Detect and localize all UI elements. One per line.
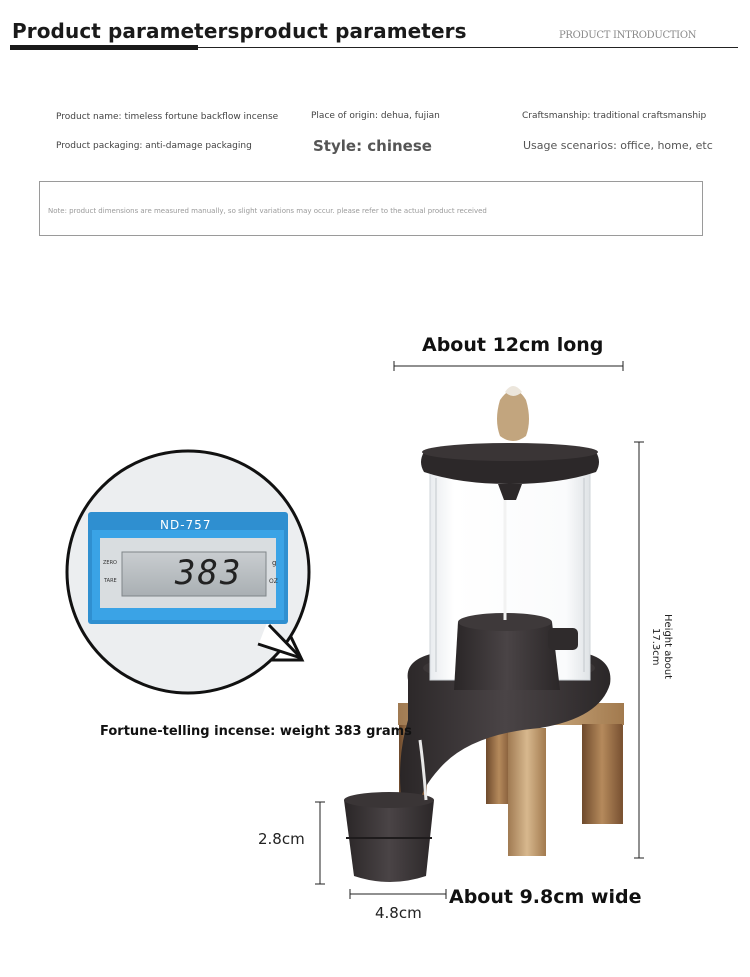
cup-height-dimension-line [315, 802, 325, 884]
scale-brand: ND-757 [160, 518, 212, 532]
scale-reading: 383 [175, 553, 243, 593]
length-dimension-line [394, 361, 623, 371]
scale-tare-label: TARE [104, 578, 117, 584]
length-label: About 12cm long [422, 334, 604, 356]
scale-unit-oz: OZ [269, 578, 278, 585]
weight-caption: Fortune-telling incense: weight 383 grams [100, 724, 412, 739]
height-label-line1: Height about [662, 614, 673, 680]
cup-width-label: 4.8cm [375, 904, 422, 922]
note-text: Note: product dimensions are measured manually, so slight variations may occur. please refer to the actual product received [48, 207, 487, 215]
width-label: About 9.8cm wide [449, 886, 642, 908]
scale-zero-label: ZERO [103, 560, 117, 566]
incense-cone [497, 386, 529, 441]
height-dimension-line [634, 442, 644, 858]
param-origin: Place of origin: dehua, fujian [311, 111, 440, 121]
section-title: Product parametersproduct parameters [12, 19, 467, 43]
height-label-line2: 17.3cm [650, 628, 661, 666]
param-packaging: Product packaging: anti-damage packaging [56, 141, 252, 151]
param-style: Style: chinese [313, 137, 432, 155]
scale-unit-g: g [272, 559, 277, 567]
cup-width-dimension-line [350, 889, 446, 899]
param-product-name: Product name: timeless fortune backflow incense [56, 112, 279, 122]
section-subtitle: PRODUCT INTRODUCTION [559, 30, 697, 41]
param-usage: Usage scenarios: office, home, etc [523, 139, 713, 152]
cup-height-label: 2.8cm [258, 830, 305, 848]
param-craftsmanship: Craftsmanship: traditional craftsmanship [522, 111, 707, 121]
